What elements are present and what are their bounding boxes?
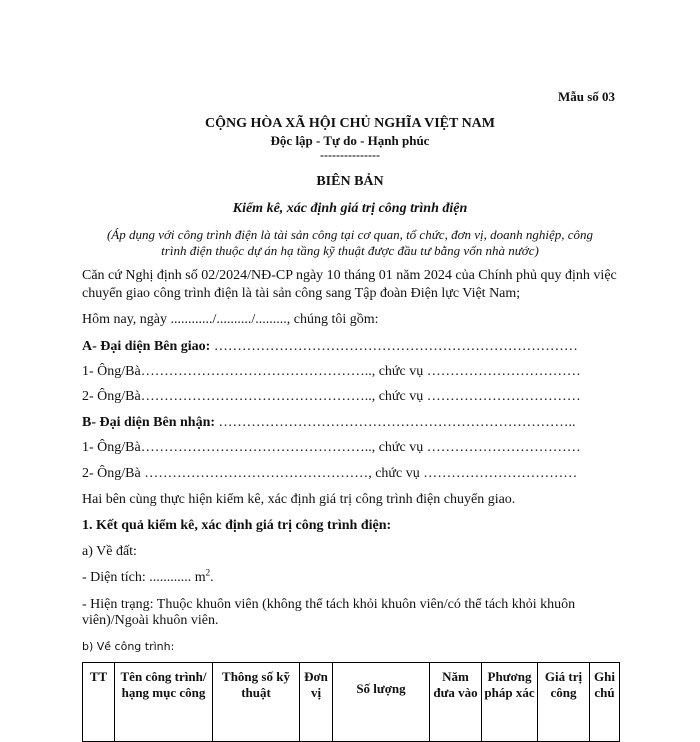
section-b-label: B- Đại diện Bên nhận:	[82, 415, 216, 430]
header-cell-tt: TT	[83, 663, 115, 742]
header-cell-quantity: Số lượng	[333, 663, 430, 742]
joint-statement: Hai bên cùng thực hiện kiểm kê, xác định giá trị công trình điện chuyển giao.	[82, 492, 516, 507]
land-area-text: - Diện tích: ............ m	[82, 570, 206, 585]
land-area-line	[82, 567, 214, 586]
header-cell-notes: Ghi chú	[590, 663, 620, 742]
header-cell-method: Phương pháp xác	[482, 663, 538, 742]
section-b-dots: …………………………………………………………………..	[215, 415, 576, 430]
section-a-heading	[82, 339, 578, 355]
works-table	[82, 662, 620, 742]
section-a-dots: ……………………………………………………………………	[210, 339, 578, 354]
works-heading: b) Về công trình:	[82, 640, 175, 653]
header-divider: ---------------	[320, 148, 380, 162]
applicability-note-line2: trình điện thuộc dự án hạ tầng kỹ thuật được đầu tư bằng vốn nhà nước)	[161, 243, 539, 258]
applicability-note-line1: (Áp dụng với công trình điện là tài sản công tại cơ quan, tổ chức, đơn vị, doanh nghiệp, công	[106, 227, 594, 242]
document-subtitle: Kiểm kê, xác định giá trị công trình điện	[232, 201, 468, 216]
header-cell-specs: Thông số kỹ thuật	[213, 663, 300, 742]
section-b-heading	[82, 415, 576, 431]
document-title: BIÊN BẢN	[316, 174, 384, 189]
land-status-line2: viên)/Ngoài khuôn viên.	[82, 613, 219, 628]
land-status-line1: - Hiện trạng: Thuộc khuôn viên (không thể tách khỏi khuôn viên/có thể tách khỏi khuôn	[82, 597, 576, 612]
result-heading: 1. Kết quả kiểm kê, xác định giá trị công trình điện:	[82, 518, 392, 533]
national-title: CỘNG HÒA XÃ HỘI CHỦ NGHĨA VIỆT NAM	[204, 116, 495, 131]
section-a-representative-2: 2- Ông/Bà………………………………………….., chức vụ ……………………………	[82, 389, 581, 404]
section-b-representative-2: 2- Ông/Bà …………………………………………, chức vụ ……………………………	[82, 466, 578, 481]
header-cell-value: Giá trị công	[538, 663, 590, 742]
meeting-date-line: Hôm nay, ngày ............/........../........., chúng tôi gồm:	[82, 312, 379, 327]
legal-basis-line1: Căn cứ Nghị định số 02/2024/NĐ-CP ngày 10 tháng 01 năm 2024 của Chính phủ quy định việc	[82, 268, 617, 283]
header-cell-work-name: Tên công trình/ hạng mục công	[115, 663, 213, 742]
section-a-label: A- Đại diện Bên giao:	[82, 339, 211, 354]
table-header-row	[83, 663, 620, 742]
land-heading: a) Về đất:	[82, 544, 137, 559]
header-cell-year-in-use: Năm đưa vào	[430, 663, 482, 742]
land-area-period: .	[210, 570, 214, 585]
section-b-representative-1: 1- Ông/Bà………………………………………….., chức vụ ……………………………	[82, 440, 581, 455]
square-meter-superscript: 2	[205, 567, 211, 578]
section-a-representative-1: 1- Ông/Bà………………………………………….., chức vụ ……………………………	[82, 364, 581, 379]
legal-basis-line2: chuyển giao công trình điện là tài sản công sang Tập đoàn Điện lực Việt Nam;	[82, 286, 521, 301]
header-cell-unit: Đơn vị	[300, 663, 333, 742]
national-motto: Độc lập - Tự do - Hạnh phúc	[270, 133, 430, 148]
form-number: Mẫu số 03	[558, 89, 616, 104]
